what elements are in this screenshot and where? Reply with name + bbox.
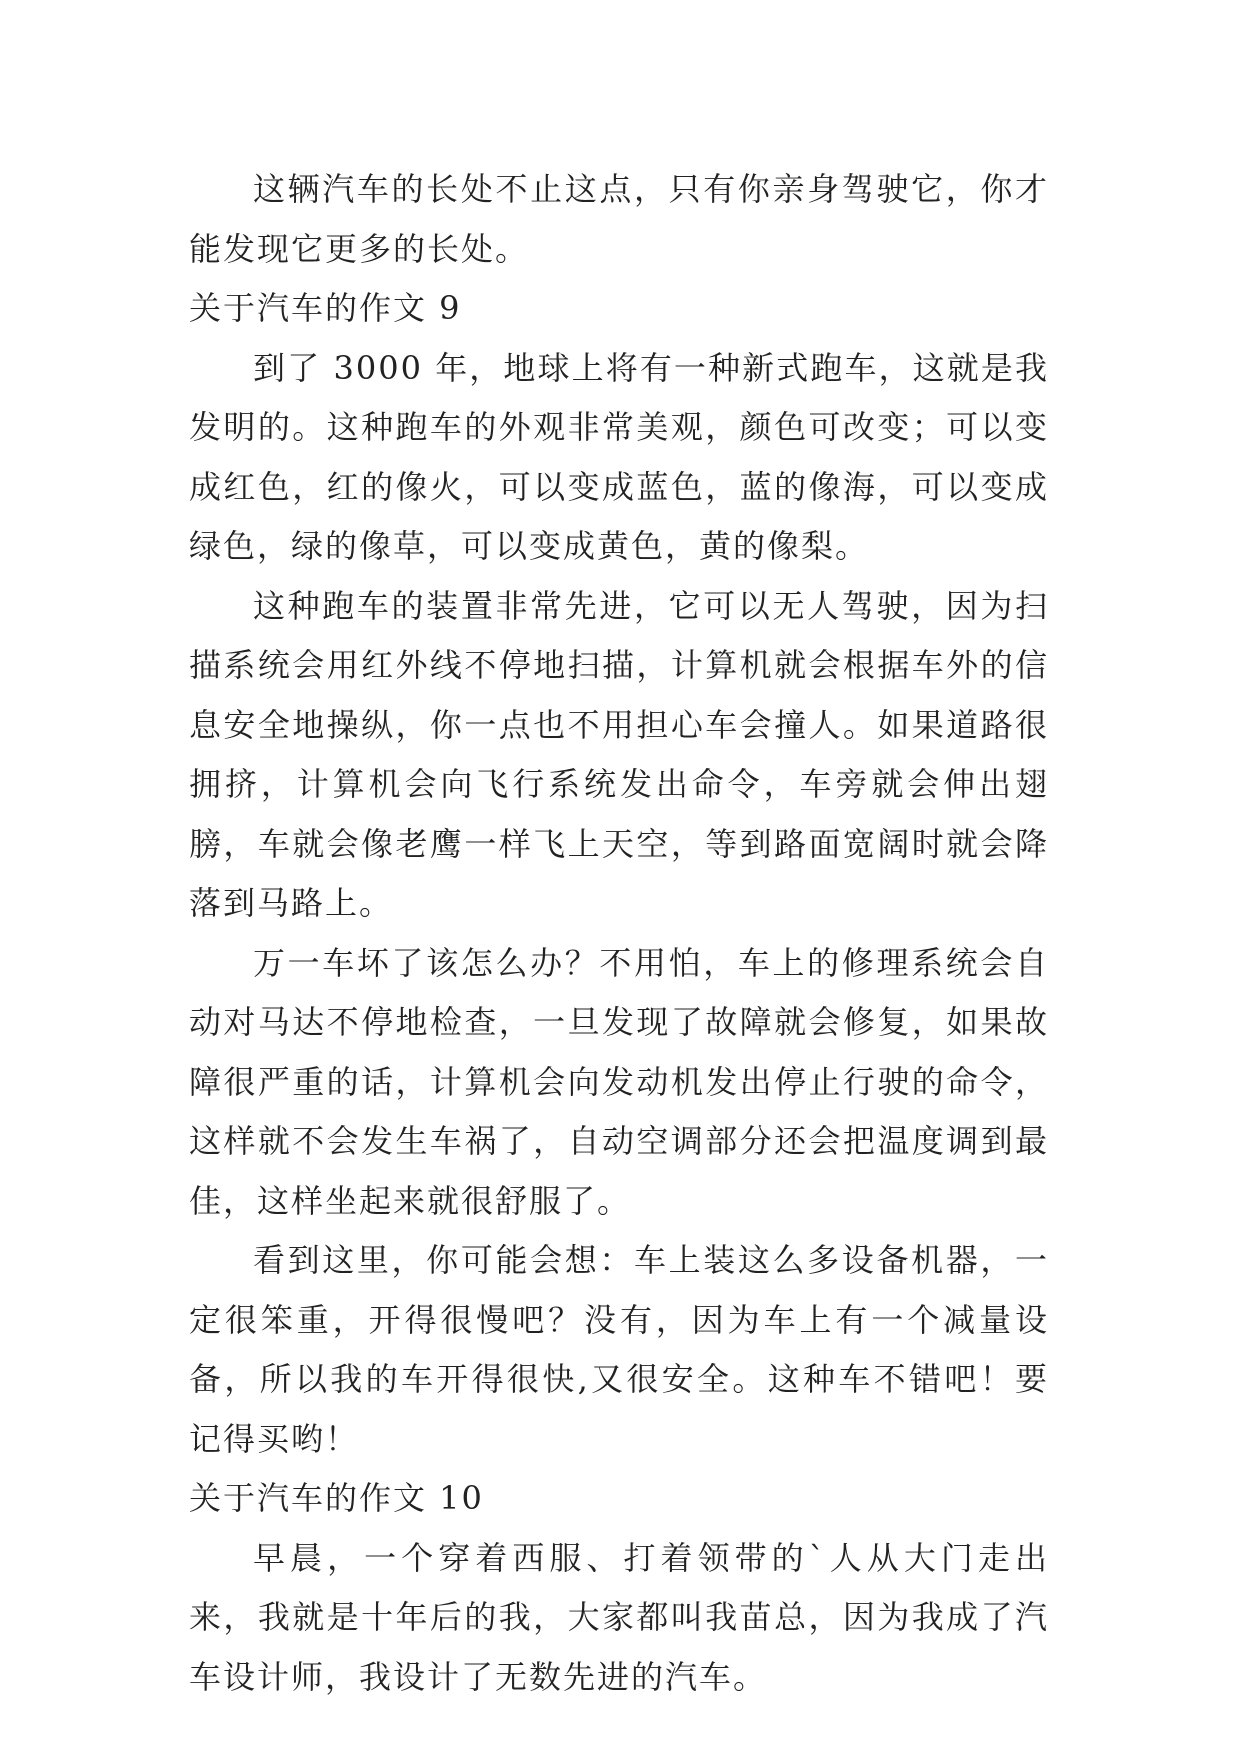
paragraph: 这辆汽车的长处不止这点，只有你亲身驾驶它，你才能发现它更多的长处。 bbox=[189, 170, 1049, 268]
paragraph: 万一车坏了该怎么办？不用怕，车上的修理系统会自动对马达不停地检查，一旦发现了故障就会修复，如果故障很严重的话，计算机会向发动机发出停止行驶的命令，这样就不会发生车祸了，自动空调部分还会把温度调到最佳，这样坐起来就很舒服了。 bbox=[189, 943, 1049, 1220]
paragraph: 这种跑车的装置非常先进，它可以无人驾驶，因为扫描系统会用红外线不停地扫描，计算机就会根据车外的信息安全地操纵，你一点也不用担心车会撞人。如果道路很拥挤，计算机会向飞行系统发出命令，车旁就会伸出翅膀，车就会像老鹰一样飞上天空，等到路面宽阔时就会降落到马路上。 bbox=[189, 586, 1049, 922]
document-page bbox=[189, 160, 1049, 1707]
paragraph: 早晨，一个穿着西服、打着领带的`人从大门走出来，我就是十年后的我，大家都叫我苗总，因为我成了汽车设计师，我设计了无数先进的汽车。 bbox=[189, 1538, 1049, 1696]
paragraph: 看到这里，你可能会想：车上装这么多设备机器，一定很笨重，开得很慢吧？没有，因为车上有一个减量设备，所以我的车开得很快,又很安全。这种车不错吧！要记得买哟！ bbox=[189, 1241, 1049, 1458]
paragraph: 到了 3000 年，地球上将有一种新式跑车，这就是我发明的。这种跑车的外观非常美观，颜色可改变；可以变成红色，红的像火，可以变成蓝色，蓝的像海，可以变成绿色，绿的像草，可以变成黄色，黄的像梨。 bbox=[189, 348, 1049, 565]
essay-heading: 关于汽车的作文 10 bbox=[189, 1479, 484, 1517]
essay-heading: 关于汽车的作文 9 bbox=[189, 289, 462, 327]
